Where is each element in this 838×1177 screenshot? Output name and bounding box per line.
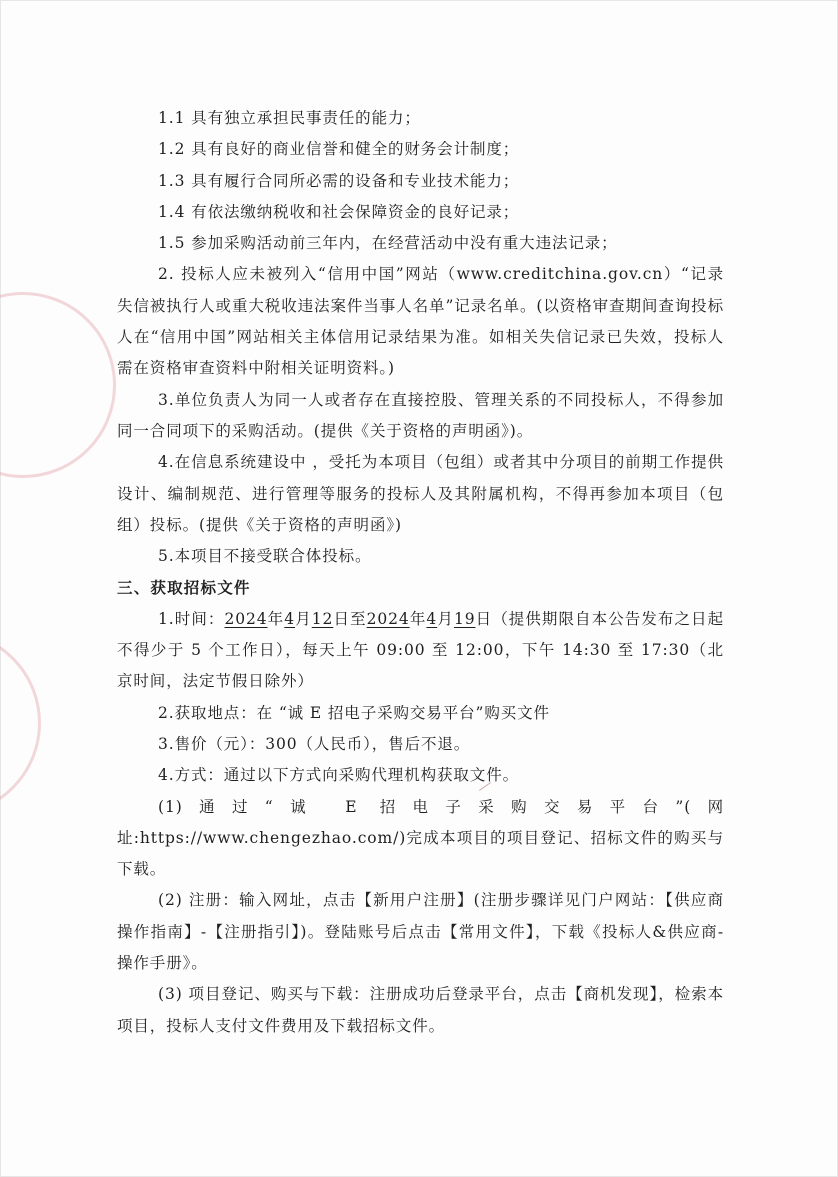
paragraph-1-4: 1.4 有依法缴纳税收和社会保障资金的良好记录； (158, 202, 520, 221)
paragraph-method-3: (3) 项目登记、购买与下载：注册成功后登录平台，点击【商机发现】，检索本项目，投标人支付文件费用及下载招标文件。 (117, 985, 724, 1035)
paragraph-1-1: 1.1 具有独立承担民事责任的能力； (158, 109, 421, 127)
section-heading: 三、获取招标文件 (117, 578, 251, 598)
paragraph-1-2: 1.2 具有良好的商业信誉和健全的财务会计制度； (158, 140, 520, 159)
paragraph-1-3: 1.3 具有履行合同所必需的设备和专业技术能力； (158, 171, 520, 190)
time-prefix: 1.时间： (158, 609, 225, 628)
paragraph-4: 4.在信息系统建设中 ，受托为本项目（包组）或者其中分项目的前期工作提供设计、编制规范、进行管理等服务的投标人及其附属机构，不得再参加本项目（包组）投标。(提供《关于资格的声明函》) (117, 453, 724, 534)
paragraph-2: 2. 投标人应未被列入“信用中国”网站（www.creditchina.gov.cn）“记录失信被执行人或重大税收违法案件当事人名单”记录名单。(以资格审查期间查询投标人在“信用中国”网站相关主体信用记录结果为准。如相关失信记录已失效，投标人需在资格审查资料中附相关证明资料。) (117, 265, 724, 378)
end-year-unit: 年 (409, 609, 427, 628)
end-month-unit: 月 (437, 609, 454, 628)
time-suffix: 日（提供期限自本公告发布之日起不得少于 5 个工作日），每天上午 09:00 至 12:00，下午 14:30 至 17:30（北京时间，法定节假日除外） (117, 609, 725, 691)
paragraph-1-5: 1.5 参加采购活动前三年内，在经营活动中没有重大违法记录； (158, 234, 618, 253)
start-day-unit: 日至 (333, 609, 367, 628)
paragraph-location: 2.获取地点：在 “诚 E 招电子采购交易平台”购买文件 (158, 703, 550, 722)
red-seal-stamp (0, 630, 41, 816)
paragraph-method-1: (1)通过“诚 E 招电子采购交易平台”(网址:https://www.chengezhao.com/)完成本项目的项目登记、招标文件的购买与下载。 (117, 797, 724, 879)
start-day: 12 (311, 609, 334, 628)
end-month: 4 (426, 609, 438, 628)
paragraph-method: 4.方式：通过以下方式向采购代理机构获取文件。 (158, 766, 519, 785)
start-month: 4 (284, 609, 296, 628)
paragraph-3: 3.单位负责人为同一人或者存在直接控股、管理关系的不同投标人，不得参加同一合同项下的采购活动。(提供《关于资格的声明函》)。 (117, 390, 724, 440)
start-year-unit: 年 (267, 609, 285, 628)
end-day: 19 (453, 609, 476, 628)
start-month-unit: 月 (295, 609, 312, 628)
end-year: 2024 (366, 609, 410, 628)
document-body (117, 103, 724, 1042)
red-seal-stamp (0, 292, 116, 478)
paragraph-price: 3.售价（元）：300（人民币），售后不退。 (158, 734, 471, 753)
paragraph-5: 5.本项目不接受联合体投标。 (158, 547, 372, 566)
paragraph-method-2: (2) 注册：输入网址，点击【新用户注册】(注册步骤详见门户网站：【供应商操作指南】-【注册指引】)。登陆账号后点击【常用文件】，下载《投标人&供应商-操作手册》。 (117, 891, 724, 973)
start-year: 2024 (224, 609, 268, 628)
paragraph-time (117, 604, 724, 698)
